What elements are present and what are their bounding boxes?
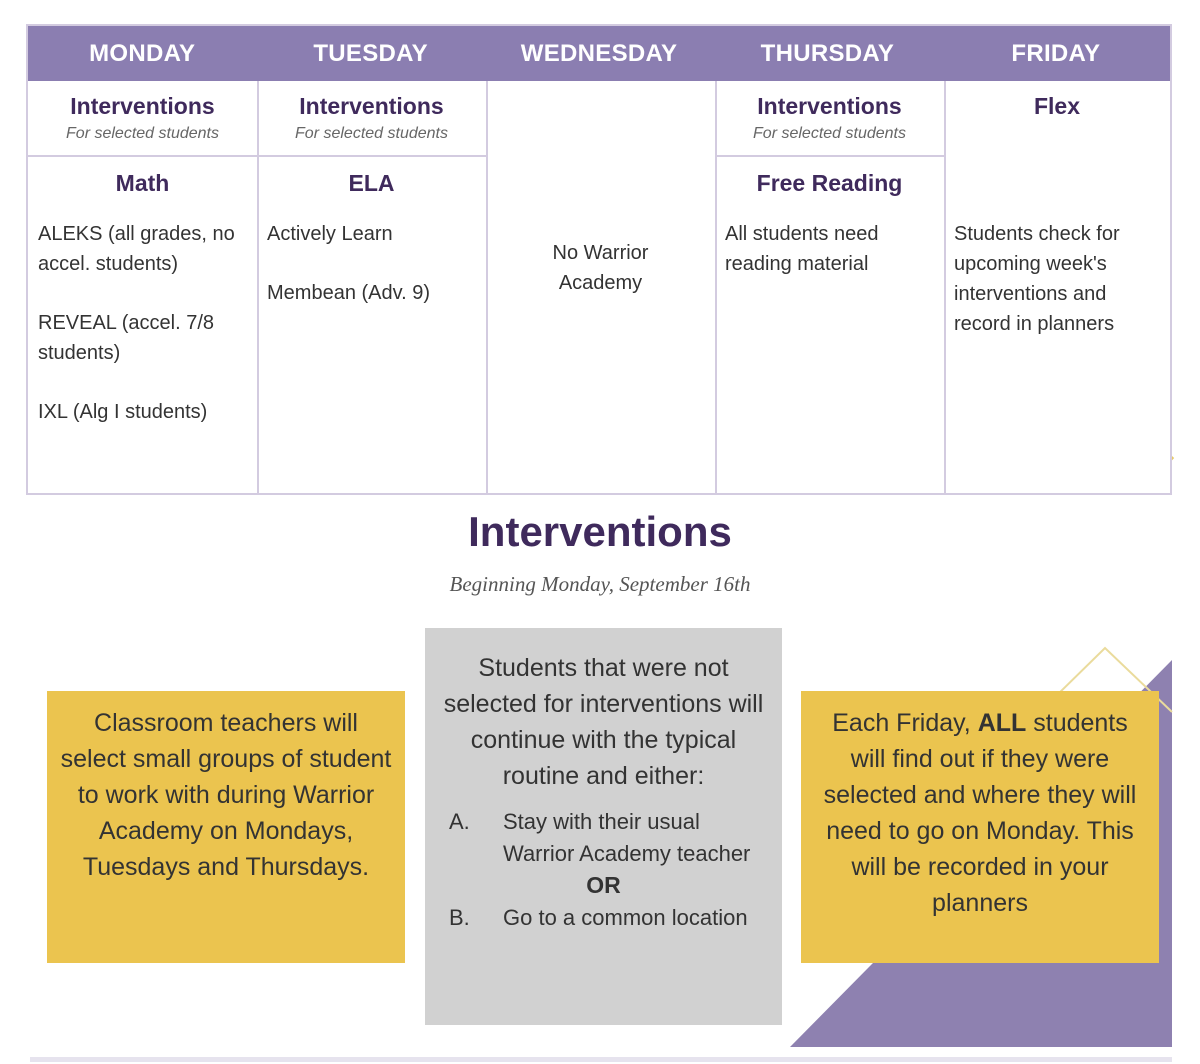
monday-interventions-block (28, 81, 257, 143)
interventions-title: Interventions (468, 508, 732, 555)
not-selected-intro: Students that were not selected for interventions will continue with the typical routine and either: (443, 654, 764, 790)
option-a-letter: A. (449, 809, 470, 834)
monday-items (38, 219, 249, 456)
friday-flex-title: Flex (1033, 93, 1081, 119)
thursday-interventions-block (715, 81, 944, 143)
interventions-subtitle: Beginning Monday, September 16th (449, 572, 751, 596)
each-friday-box (801, 691, 1159, 963)
option-b-letter: B. (449, 905, 470, 930)
all-emphasis: ALL (977, 709, 1027, 737)
monday-item: ALEKS (all grades, no accel. students) (38, 223, 235, 275)
monday-item: IXL (Alg I students) (38, 401, 208, 423)
tuesday-interventions-subtitle: For selected students (295, 125, 448, 142)
bottom-divider-line (30, 1057, 1172, 1062)
or-label: OR (586, 872, 621, 898)
friday-column (944, 81, 1170, 493)
each-friday-text-end: students will find out if they were selected and where they will need to go on Monday. This will be recorded in your planners (823, 709, 1137, 917)
wednesday-column (486, 81, 717, 493)
option-a-text: Stay with their usual Warrior Academy teacher (503, 809, 751, 866)
monday-subject: Math (115, 170, 170, 196)
thursday-column (715, 81, 946, 493)
header-wednesday: WEDNESDAY (520, 39, 678, 67)
header-monday: MONDAY (89, 39, 196, 67)
monday-interventions-subtitle: For selected students (66, 125, 219, 142)
not-selected-students-box (425, 628, 782, 1025)
tuesday-item: Actively Learn (267, 223, 393, 245)
option-b (433, 902, 774, 934)
option-b-text: Go to a common location (503, 905, 748, 930)
tuesday-column (257, 81, 488, 493)
friday-text: Students check for upcoming week's interventions and record in planners (954, 223, 1120, 335)
header-thursday: THURSDAY (760, 39, 895, 67)
schedule-header-row (28, 26, 1170, 81)
friday-flex-block (944, 81, 1170, 120)
monday-column (28, 81, 259, 493)
classroom-teachers-box: Classroom teachers will select small groups of student to work with during Warrior Academy on Mondays, Tuesdays and Thursdays. (47, 691, 405, 963)
wednesday-text: No Warrior Academy (552, 242, 649, 294)
monday-item: REVEAL (accel. 7/8 students) (38, 312, 215, 364)
tuesday-item: Membean (Adv. 9) (267, 282, 431, 304)
thursday-divider (715, 155, 944, 157)
weekly-schedule-table (26, 24, 1172, 495)
thursday-subject: Free Reading (756, 170, 903, 196)
thursday-interventions-subtitle: For selected students (753, 125, 906, 142)
monday-divider (28, 155, 257, 157)
tuesday-interventions-block (257, 81, 486, 143)
each-friday-text-start: Each Friday, (832, 709, 978, 737)
header-tuesday: TUESDAY (313, 39, 428, 67)
monday-interventions-title: Interventions (70, 93, 215, 119)
option-a (433, 806, 774, 870)
thursday-text: All students need reading material (725, 223, 879, 275)
tuesday-divider (257, 155, 486, 157)
tuesday-subject: ELA (348, 170, 395, 196)
header-friday: FRIDAY (1011, 39, 1101, 67)
thursday-interventions-title: Interventions (757, 93, 902, 119)
tuesday-interventions-title: Interventions (299, 93, 444, 119)
tuesday-items (267, 219, 478, 337)
